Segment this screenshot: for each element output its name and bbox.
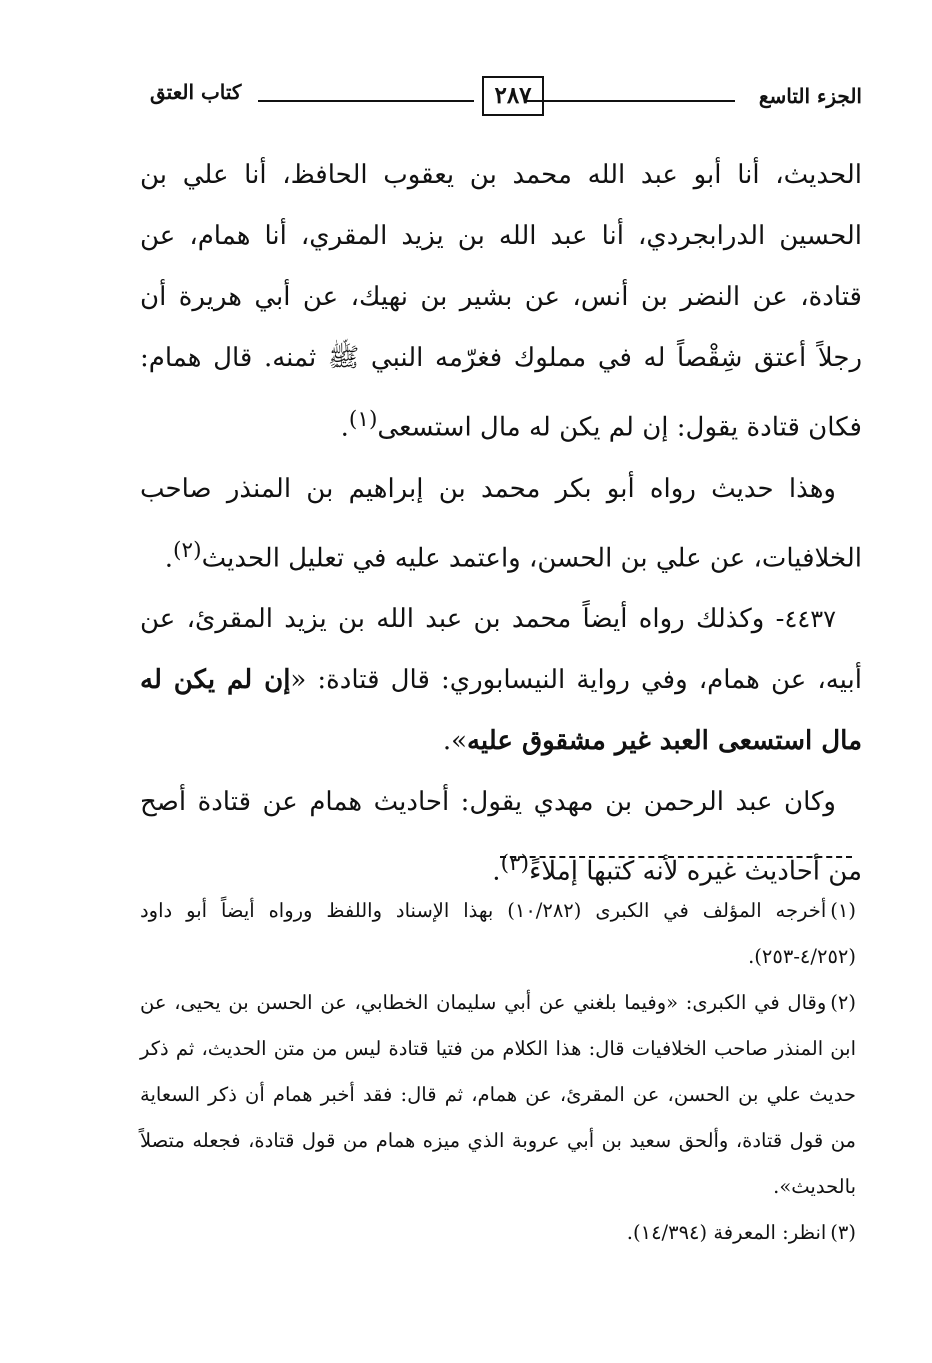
header-rule-left <box>258 100 474 102</box>
footnote-1-text: أخرجه المؤلف في الكبرى (١٠/٢٨٢) بهذا الإسناد واللفظ ورواه أيضاً أبو داود (٤/٢٥٢-٢٥٣). <box>140 899 856 968</box>
page-header <box>140 72 862 124</box>
header-rule-right <box>525 100 735 102</box>
footnote-2 <box>140 980 856 1210</box>
main-text <box>140 145 862 903</box>
page-number-box: ٢٨٧ <box>482 76 544 116</box>
footnote-3-mark: (٣) <box>830 1221 856 1244</box>
footnote-2-text: وقال في الكبرى: «وفيما بلغني عن أبي سليمان الخطابي، عن الحسن بن يحيى، عن ابن المنذر صاحب الخلافيات قال: هذا الكلام من فتيا قتادة ليس من متن الحديث، ثم ذكر حديث علي بن الحسن، عن المقرئ، عن همام، ثم قال: فقد أخبر همام أن ذكر السعاية من قول قتادة، وألحق سعيد بن أبي عروبة الذي ميزه همام من قول قتادة، فجعله متصلاً بالحديث». <box>140 991 856 1198</box>
footnote-1 <box>140 888 856 980</box>
paragraph-3 <box>140 589 862 772</box>
paragraph-1-end: . <box>340 412 349 443</box>
paragraph-3-end: ». <box>442 726 467 757</box>
paragraph-3-text: - وكذلك رواه أيضاً محمد بن عبد الله بن يزيد المقرئ، عن أبيه، عن همام، وفي رواية النيسابوري: قال قتادة: « <box>140 604 862 696</box>
footnote-separator <box>500 856 852 858</box>
header-book-title: كتاب العتق <box>150 80 242 104</box>
footnotes <box>140 888 856 1256</box>
paragraph-2-end: . <box>164 543 174 574</box>
footnote-2-mark: (٢) <box>830 991 856 1014</box>
hadith-number: ٤٤٣٧ <box>784 605 836 634</box>
footnote-3-text: انظر: المعرفة (١٤/٣٩٤). <box>626 1221 827 1244</box>
footnote-3 <box>140 1210 856 1256</box>
paragraph-1 <box>140 145 862 459</box>
paragraph-4-text: وكان عبد الرحمن بن مهدي يقول: أحاديث همام عن قتادة أصح من أحاديث غيره لأنه كتبها إملاءً <box>140 787 862 887</box>
footnote-ref-1[interactable]: (١) <box>348 407 378 432</box>
paragraph-4 <box>140 772 862 903</box>
header-part-title: الجزء التاسع <box>758 84 862 108</box>
paragraph-4-end: . <box>492 856 501 887</box>
footnote-ref-3[interactable]: (٣) <box>500 851 530 877</box>
footnote-ref-2[interactable]: (٢) <box>173 537 202 563</box>
paragraph-2 <box>140 459 862 590</box>
paragraph-1-text: الحديث، أنا أبو عبد الله محمد بن يعقوب الحافظ، أنا علي بن الحسين الدرابجردي، أنا عبد الله بن يزيد المقري، أنا همام، عن قتادة، عن النضر بن أنس، عن بشير بن نهيك، عن أبي هريرة أن رجلاً أعتق شِقْصاً له في مملوك فغرّمه النبي ﷺ ثمنه. قال همام: فكان قتادة يقول: إن لم يكن له مال استسعى <box>140 160 862 443</box>
paragraph-2-text: وهذا حديث رواه أبو بكر محمد بن إبراهيم بن المنذر صاحب الخلافيات، عن علي بن الحسن، واعتمد عليه في تعليل الحديث <box>140 473 862 574</box>
footnote-1-mark: (١) <box>830 899 856 922</box>
paragraph-3-quote: إن لم يكن له مال استسعى العبد غير مشقوق عليه <box>140 665 862 757</box>
